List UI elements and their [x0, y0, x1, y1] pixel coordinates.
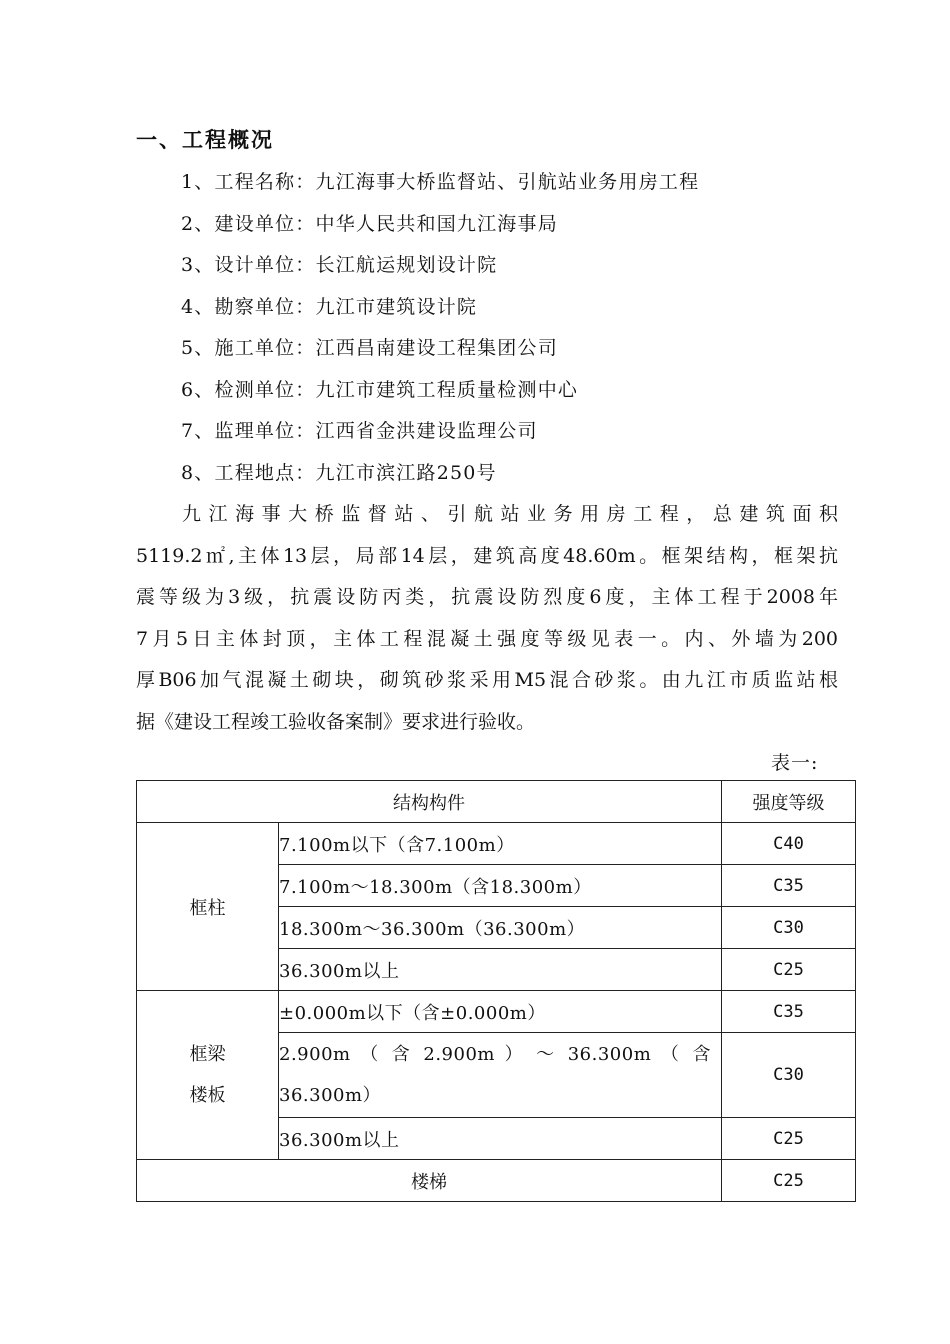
info-item-surveyor: 4、勘察单位：九江市建筑设计院 — [181, 295, 478, 318]
project-info-list — [181, 166, 699, 498]
table-row — [137, 991, 856, 1033]
beam-label-line: 框梁 — [189, 1044, 226, 1065]
range-cell: 7.100m以下（含7.100m） — [279, 823, 722, 865]
info-item-designer: 3、设计单位：长江航运规划设计院 — [181, 254, 498, 276]
info-item-inspector: 6、检测单位：九江市建筑工程质量检测中心 — [181, 378, 579, 401]
header-grade: 强度等级 — [722, 781, 856, 823]
grade-cell: C35 — [722, 991, 856, 1033]
stair-label: 楼梯 — [137, 1160, 722, 1202]
range-cell: 36.300m以上 — [279, 1118, 722, 1160]
range-cell: 36.300m以上 — [279, 949, 722, 991]
paragraph-line: 厚B06加气混凝土砌块，砌筑砂浆采用M5混合砂浆。由九江市质监站根 — [136, 669, 838, 692]
header-component: 结构构件 — [137, 781, 722, 823]
info-item-name: 1、工程名称：九江海事大桥监督站、引航站业务用房工程 — [181, 171, 700, 193]
grade-cell: C30 — [722, 1033, 856, 1118]
grade-cell: C35 — [722, 865, 856, 907]
grade-cell: C40 — [722, 823, 856, 865]
info-item-location: 8、工程地点：九江市滨江路250号 — [181, 461, 497, 484]
group-label-column: 框柱 — [137, 823, 279, 991]
grade-cell: C25 — [722, 1160, 856, 1202]
grade-cell: C25 — [722, 949, 856, 991]
section-title: 一、工程概况 — [136, 128, 274, 152]
paragraph-line: 7月5日主体封顶，主体工程混凝土强度等级见表一。内、外墙为200 — [136, 627, 838, 650]
table-caption: 表一: — [771, 752, 819, 774]
range-cell: 2.900m （ 含 2.900m ） ～ 36.300m （ 含 36.300m） — [279, 1033, 722, 1118]
paragraph-line: 据《建设工程竣工验收备案制》要求进行验收。 — [136, 710, 536, 733]
info-item-owner: 2、建设单位：中华人民共和国九江海事局 — [181, 212, 558, 235]
grade-cell: C30 — [722, 907, 856, 949]
range-cell: 7.100m～18.300m（含18.300m） — [279, 865, 722, 907]
paragraph-line: 九江海事大桥监督站、引航站业务用房工程，总建筑面积 — [182, 503, 838, 525]
grade-cell: C25 — [722, 1118, 856, 1160]
range-cell: 18.300m～36.300m（36.300m） — [279, 907, 722, 949]
range-cell: ±0.000m以下（含±0.000m） — [279, 991, 722, 1033]
table-row — [137, 1160, 856, 1202]
info-item-supervisor: 7、监理单位：江西省金洪建设监理公司 — [181, 420, 538, 442]
slab-label-line: 楼板 — [189, 1085, 226, 1106]
project-description — [136, 494, 838, 744]
concrete-grade-table — [136, 780, 856, 1202]
paragraph-line: 5119.2㎡,主体13层，局部14层，建筑高度48.60m。框架结构，框架抗 — [136, 544, 838, 567]
table-header-row — [137, 781, 856, 823]
group-label-beam — [137, 991, 279, 1160]
info-item-contractor: 5、施工单位：江西昌南建设工程集团公司 — [181, 337, 558, 359]
paragraph-line: 震等级为3级，抗震设防丙类，抗震设防烈度6度，主体工程于2008年 — [136, 586, 838, 609]
table-row — [137, 823, 856, 865]
